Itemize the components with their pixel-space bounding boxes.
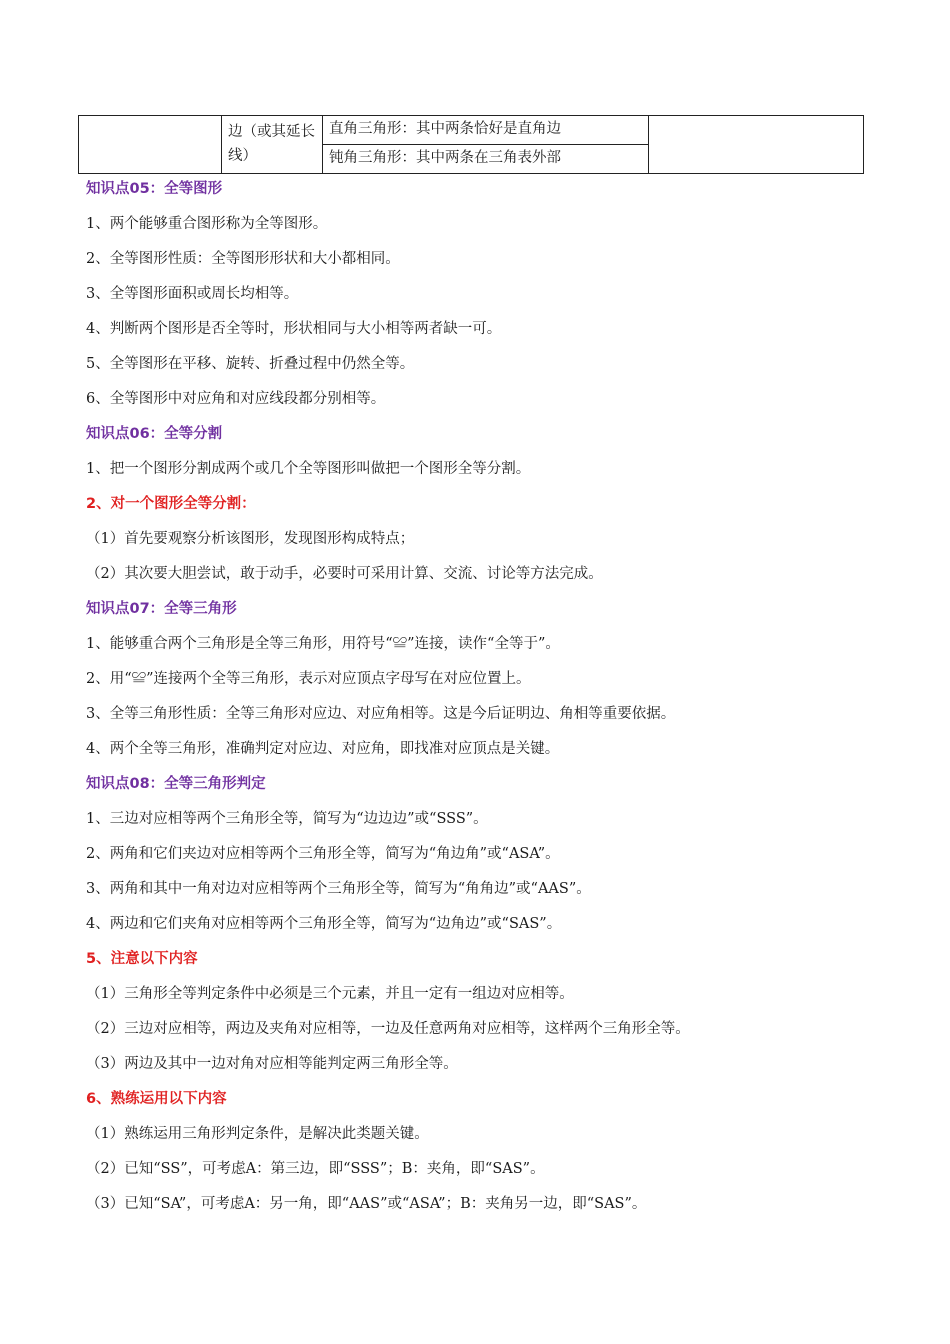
table-cell-side: 边（或其延长线） xyxy=(222,116,323,174)
line-text: 3、两角和其中一角对边对应相等两个三角形全等，简写为“角角边”或“AAS”。 xyxy=(86,881,591,897)
line-text: 知识点06：全等分割 xyxy=(86,426,223,442)
paragraph-line xyxy=(86,732,866,767)
paragraph-line xyxy=(86,557,866,592)
sub-heading xyxy=(86,942,866,977)
line-text: 3、全等三角形性质：全等三角形对应边、对应角相等。这是今后证明边、角相等重要依据。 xyxy=(86,706,676,722)
line-text: （1）首先要观察分析该图形，发现图形构成特点； xyxy=(86,531,415,547)
line-text: （3）两边及其中一边对角对应相等能判定两三角形全等。 xyxy=(86,1056,458,1072)
paragraph-line xyxy=(86,312,866,347)
table-cell-empty-right xyxy=(649,116,864,174)
table-cell-empty-left xyxy=(79,116,222,174)
paragraph-line xyxy=(86,627,866,662)
paragraph-line xyxy=(86,837,866,872)
line-text: 1、能够重合两个三角形是全等三角形，用符号“≌”连接，读作“全等于”。 xyxy=(86,636,560,652)
line-text: 6、熟练运用以下内容 xyxy=(86,1091,227,1107)
line-text: 2、两角和它们夹边对应相等两个三角形全等，简写为“角边角”或“ASA”。 xyxy=(86,846,560,862)
sub-heading xyxy=(86,1082,866,1117)
paragraph-line xyxy=(86,242,866,277)
document-body xyxy=(86,172,866,1222)
paragraph-line xyxy=(86,1117,866,1152)
line-text: 2、对一个图形全等分割： xyxy=(86,496,256,512)
paragraph-line xyxy=(86,522,866,557)
paragraph-line xyxy=(86,802,866,837)
paragraph-line xyxy=(86,452,866,487)
section-heading xyxy=(86,592,866,627)
continuation-table xyxy=(78,115,864,174)
paragraph-line xyxy=(86,347,866,382)
line-text: （3）已知“SA”，可考虑A：另一角，即“AAS”或“ASA”；B：夹角另一边，即“SAS”。 xyxy=(86,1196,647,1212)
paragraph-line xyxy=(86,1012,866,1047)
line-text: 1、把一个图形分割成两个或几个全等图形叫做把一个图形全等分割。 xyxy=(86,461,531,477)
paragraph-line xyxy=(86,907,866,942)
line-text: 2、全等图形性质：全等图形形状和大小都相同。 xyxy=(86,251,400,267)
line-text: （2）三边对应相等，两边及夹角对应相等，一边及任意两角对应相等，这样两个三角形全等。 xyxy=(86,1021,690,1037)
table-cell-obtuse-triangle: 钝角三角形：其中两条在三角表外部 xyxy=(323,145,649,174)
paragraph-line xyxy=(86,977,866,1012)
line-text: 1、两个能够重合图形称为全等图形。 xyxy=(86,216,328,232)
section-heading xyxy=(86,767,866,802)
paragraph-line xyxy=(86,697,866,732)
table-cell-right-triangle: 直角三角形：其中两条恰好是直角边 xyxy=(323,116,649,145)
line-text: （2）其次要大胆尝试，敢于动手，必要时可采用计算、交流、讨论等方法完成。 xyxy=(86,566,603,582)
paragraph-line xyxy=(86,207,866,242)
line-text: 1、三边对应相等两个三角形全等，简写为“边边边”或“SSS”。 xyxy=(86,811,488,827)
paragraph-line xyxy=(86,1047,866,1082)
line-text: 知识点05：全等图形 xyxy=(86,181,223,197)
line-text: 4、判断两个图形是否全等时，形状相同与大小相等两者缺一可。 xyxy=(86,321,502,337)
section-heading xyxy=(86,172,866,207)
paragraph-line xyxy=(86,872,866,907)
line-text: 4、两边和它们夹角对应相等两个三角形全等，简写为“边角边”或“SAS”。 xyxy=(86,916,562,932)
line-text: 5、全等图形在平移、旋转、折叠过程中仍然全等。 xyxy=(86,356,415,372)
line-text: 知识点08：全等三角形判定 xyxy=(86,776,266,792)
paragraph-line xyxy=(86,1187,866,1222)
paragraph-line xyxy=(86,382,866,417)
line-text: （1）熟练运用三角形判定条件，是解决此类题关键。 xyxy=(86,1126,429,1142)
section-heading xyxy=(86,417,866,452)
line-text: （2）已知“SS”，可考虑A：第三边，即“SSS”；B：夹角，即“SAS”。 xyxy=(86,1161,545,1177)
line-text: 5、注意以下内容 xyxy=(86,951,198,967)
paragraph-line xyxy=(86,1152,866,1187)
line-text: （1）三角形全等判定条件中必须是三个元素，并且一定有一组边对应相等。 xyxy=(86,986,574,1002)
line-text: 知识点07：全等三角形 xyxy=(86,601,237,617)
line-text: 2、用“≌”连接两个全等三角形，表示对应顶点字母写在对应位置上。 xyxy=(86,671,531,687)
paragraph-line xyxy=(86,277,866,312)
sub-heading xyxy=(86,487,866,522)
line-text: 4、两个全等三角形，准确判定对应边、对应角，即找准对应顶点是关键。 xyxy=(86,741,560,757)
line-text: 6、全等图形中对应角和对应线段都分别相等。 xyxy=(86,391,386,407)
line-text: 3、全等图形面积或周长均相等。 xyxy=(86,286,299,302)
paragraph-line xyxy=(86,662,866,697)
